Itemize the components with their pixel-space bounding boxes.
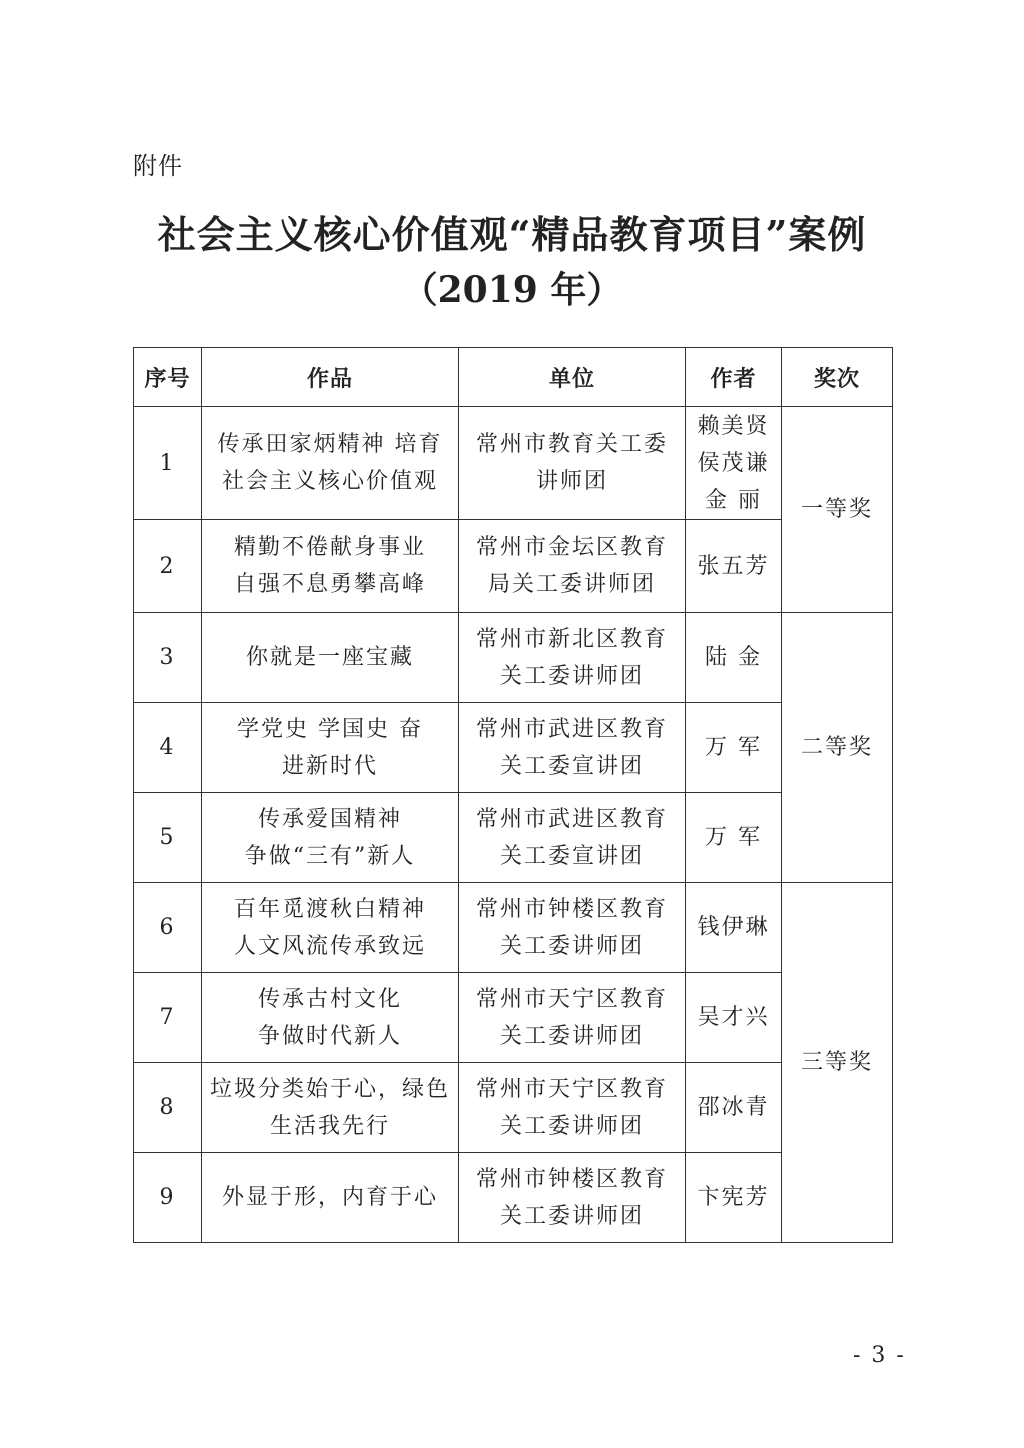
row-author: 赖美贤 侯茂谦 金 丽 xyxy=(686,407,782,520)
row-author: 卞宪芳 xyxy=(686,1153,782,1243)
table-row xyxy=(134,407,893,520)
row-index: 9 xyxy=(134,1153,202,1243)
row-work: 百年觅渡秋白精神 人文风流传承致远 xyxy=(202,883,459,973)
document-title: 社会主义核心价值观“精品教育项目”案例 xyxy=(157,212,867,257)
row-index: 4 xyxy=(134,703,202,793)
row-unit: 常州市天宁区教育 关工委讲师团 xyxy=(459,1063,686,1153)
header-index: 序号 xyxy=(134,348,202,407)
table-row xyxy=(134,1153,893,1243)
row-index: 2 xyxy=(134,520,202,613)
row-work: 传承古村文化 争做时代新人 xyxy=(202,973,459,1063)
header-unit: 单位 xyxy=(459,348,686,407)
row-index: 6 xyxy=(134,883,202,973)
row-index: 1 xyxy=(134,407,202,520)
row-work: 外显于形，内育于心 xyxy=(202,1153,459,1243)
row-unit: 常州市教育关工委 讲师团 xyxy=(459,407,686,520)
table-row xyxy=(134,973,893,1063)
table-header-row xyxy=(134,348,893,407)
row-unit: 常州市钟楼区教育 关工委讲师团 xyxy=(459,1153,686,1243)
table-row xyxy=(134,613,893,703)
award-second: 二等奖 xyxy=(782,613,893,883)
table-row xyxy=(134,520,893,613)
row-unit: 常州市钟楼区教育 关工委讲师团 xyxy=(459,883,686,973)
row-work: 垃圾分类始于心，绿色 生活我先行 xyxy=(202,1063,459,1153)
row-work: 学党史 学国史 奋 进新时代 xyxy=(202,703,459,793)
row-index: 3 xyxy=(134,613,202,703)
row-author: 邵冰青 xyxy=(686,1063,782,1153)
table-row xyxy=(134,883,893,973)
award-third: 三等奖 xyxy=(782,883,893,1243)
row-index: 5 xyxy=(134,793,202,883)
row-unit: 常州市天宁区教育 关工委讲师团 xyxy=(459,973,686,1063)
table-row xyxy=(134,793,893,883)
row-index: 8 xyxy=(134,1063,202,1153)
header-author: 作者 xyxy=(686,348,782,407)
row-index: 7 xyxy=(134,973,202,1063)
row-unit: 常州市新北区教育 关工委讲师团 xyxy=(459,613,686,703)
header-work: 作品 xyxy=(202,348,459,407)
attachment-label: 附件 xyxy=(133,152,183,180)
row-work: 传承田家炳精神 培育 社会主义核心价值观 xyxy=(202,407,459,520)
row-author: 陆 金 xyxy=(686,613,782,703)
row-work: 你就是一座宝藏 xyxy=(202,613,459,703)
row-work: 传承爱国精神 争做“三有”新人 xyxy=(202,793,459,883)
row-author: 钱伊琳 xyxy=(686,883,782,973)
row-author: 万 军 xyxy=(686,793,782,883)
row-unit: 常州市金坛区教育 局关工委讲师团 xyxy=(459,520,686,613)
page-number: - 3 - xyxy=(853,1343,906,1368)
row-author: 万 军 xyxy=(686,703,782,793)
row-work: 精勤不倦献身事业 自强不息勇攀高峰 xyxy=(202,520,459,613)
row-author: 张五芳 xyxy=(686,520,782,613)
row-author: 吴才兴 xyxy=(686,973,782,1063)
table-row xyxy=(134,703,893,793)
header-award: 奖次 xyxy=(782,348,893,407)
award-first: 一等奖 xyxy=(782,407,893,613)
table-row xyxy=(134,1063,893,1153)
row-unit: 常州市武进区教育 关工委宣讲团 xyxy=(459,793,686,883)
document-subtitle: （2019 年） xyxy=(401,269,623,311)
cases-table xyxy=(133,347,893,1243)
row-unit: 常州市武进区教育 关工委宣讲团 xyxy=(459,703,686,793)
